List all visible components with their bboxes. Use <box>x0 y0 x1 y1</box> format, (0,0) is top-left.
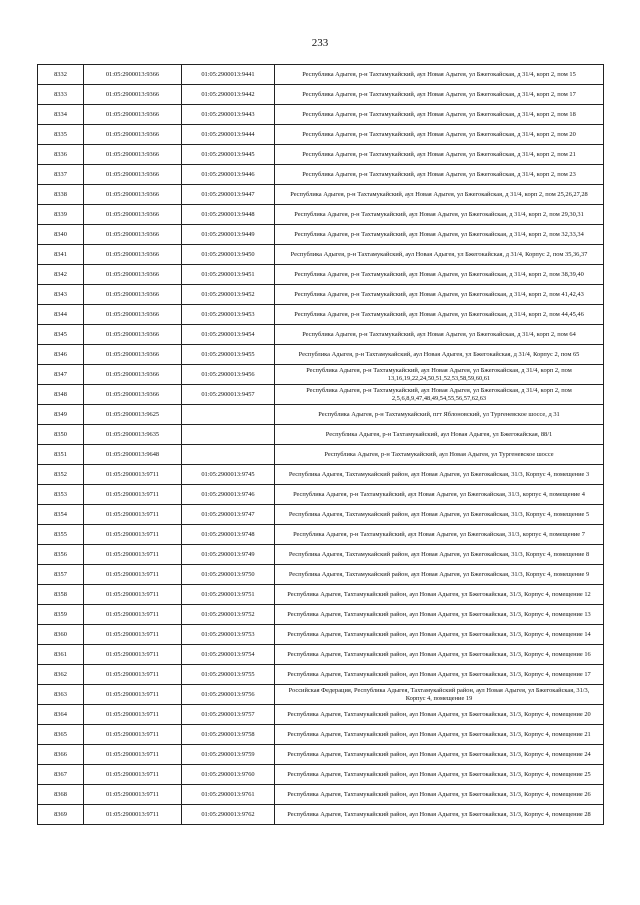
row-number-cell: 8366 <box>38 745 84 765</box>
address-cell: Республика Адыгея, р-н Тахтамукайский, аул Новая Адыгея, ул Бжегокайская, д 31/4, корп 2, пом 29,30,31 <box>275 205 604 225</box>
table-row <box>38 585 604 605</box>
cadastral-number-cell: 01:05:2900013:9448 <box>182 205 275 225</box>
address-cell: Республика Адыгея, р-н Тахтамукайский, аул Новая Адыгея, ул Бжегокайская, д 31/4, корп 2, пом 21 <box>275 145 604 165</box>
cadastral-number-cell: 01:05:2900013:9753 <box>182 625 275 645</box>
address-cell: Республика Адыгея, р-н Тахтамукайский, аул Новая Адыгея, ул Тургеневское шоссе <box>275 445 604 465</box>
table-row <box>38 805 604 825</box>
parent-cadastral-number-cell: 01:05:2900013:9366 <box>84 145 182 165</box>
parent-cadastral-number-cell: 01:05:2900013:9711 <box>84 785 182 805</box>
address-cell: Республика Адыгея, р-н Тахтамукайский, аул Новая Адыгея, ул Бжегокайская, д 31/4, корп 2, пом 18 <box>275 105 604 125</box>
address-cell: Республика Адыгея, Тахтамукайский район, аул Новая Адыгея, ул Бжегокайская, 31/3, Корпус 4, помещение 13 <box>275 605 604 625</box>
row-number-cell: 8349 <box>38 405 84 425</box>
registry-table <box>37 64 604 825</box>
parent-cadastral-number-cell: 01:05:2900013:9366 <box>84 105 182 125</box>
cadastral-number-cell: 01:05:2900013:9453 <box>182 305 275 325</box>
cadastral-number-cell: 01:05:2900013:9452 <box>182 285 275 305</box>
address-cell: Республика Адыгея, Тахтамукайский район, аул Новая Адыгея, ул Бжегокайская, 31/3, Корпус 4, помещение 8 <box>275 545 604 565</box>
address-cell: Республика Адыгея, Тахтамукайский район, аул Новая Адыгея, ул Бжегокайская, 31/3, Корпус 4, помещение 14 <box>275 625 604 645</box>
table-row <box>38 725 604 745</box>
parent-cadastral-number-cell: 01:05:2900013:9711 <box>84 805 182 825</box>
address-cell: Республика Адыгея, Тахтамукайский район, аул Новая Адыгея, ул Бжегокайская, 31/3, Корпус 4, помещение 5 <box>275 505 604 525</box>
address-cell: Республика Адыгея, р-н Тахтамукайский, аул Новая Адыгея, ул Бжегокайская, 31/3, корпус 4, помещение 7 <box>275 525 604 545</box>
table-row <box>38 665 604 685</box>
parent-cadastral-number-cell: 01:05:2900013:9711 <box>84 765 182 785</box>
parent-cadastral-number-cell: 01:05:2900013:9366 <box>84 365 182 385</box>
cadastral-number-cell: 01:05:2900013:9454 <box>182 325 275 345</box>
parent-cadastral-number-cell: 01:05:2900013:9711 <box>84 625 182 645</box>
cadastral-number-cell: 01:05:2900013:9450 <box>182 245 275 265</box>
address-cell: Республика Адыгея, р-н Тахтамукайский, аул Новая Адыгея, ул Бжегокайская, д 31/4, корп 2, пом 32,33,34 <box>275 225 604 245</box>
address-cell: Республика Адыгея, р-н Тахтамукайский, аул Новая Адыгея, ул Бжегокайская, д 31/4, корп 2, пом 44,45,46 <box>275 305 604 325</box>
table-row <box>38 745 604 765</box>
parent-cadastral-number-cell: 01:05:2900013:9711 <box>84 465 182 485</box>
cadastral-number-cell: 01:05:2900013:9746 <box>182 485 275 505</box>
parent-cadastral-number-cell: 01:05:2900013:9366 <box>84 165 182 185</box>
address-cell: Республика Адыгея, Тахтамукайский район, аул Новая Адыгея, ул Бжегокайская, 31/3, Корпус 4, помещение 21 <box>275 725 604 745</box>
address-cell: Республика Адыгея, р-н Тахтамукайский, аул Новая Адыгея, ул Бжегокайская, д 31/4, корп 2, пом 41,42,43 <box>275 285 604 305</box>
address-cell: Республика Адыгея, Тахтамукайский район, аул Новая Адыгея, ул Бжегокайская, 31/3, Корпус 4, помещение 20 <box>275 705 604 725</box>
cadastral-number-cell: 01:05:2900013:9749 <box>182 545 275 565</box>
parent-cadastral-number-cell: 01:05:2900013:9366 <box>84 185 182 205</box>
cadastral-number-cell: 01:05:2900013:9446 <box>182 165 275 185</box>
row-number-cell: 8367 <box>38 765 84 785</box>
table-row <box>38 765 604 785</box>
parent-cadastral-number-cell: 01:05:2900013:9366 <box>84 125 182 145</box>
address-cell: Республика Адыгея, Тахтамукайский район, аул Новая Адыгея, ул Бжегокайская, 31/3, Корпус 4, помещение 9 <box>275 565 604 585</box>
address-cell: Республика Адыгея, р-н Тахтамукайский, аул Новая Адыгея, ул Бжегокайская, д 31/4, корп 2, пом 13,16,19,22,24,50,51,52,53,58,59,60,61 <box>275 365 604 385</box>
table-row <box>38 145 604 165</box>
row-number-cell: 8354 <box>38 505 84 525</box>
address-cell: Республика Адыгея, р-н Тахтамукайский, аул Новая Адыгея, ул Бжегокайская, д 31/4, корп 2, пом 2,5,6,8,9,47,48,49,54,55,56,57,62,63 <box>275 385 604 405</box>
address-cell: Республика Адыгея, Тахтамукайский район, аул Новая Адыгея, ул Бжегокайская, 31/3, Корпус 4, помещение 12 <box>275 585 604 605</box>
cadastral-number-cell: 01:05:2900013:9759 <box>182 745 275 765</box>
row-number-cell: 8350 <box>38 425 84 445</box>
parent-cadastral-number-cell: 01:05:2900013:9711 <box>84 565 182 585</box>
row-number-cell: 8348 <box>38 385 84 405</box>
row-number-cell: 8357 <box>38 565 84 585</box>
table-row <box>38 185 604 205</box>
row-number-cell: 8362 <box>38 665 84 685</box>
table-row <box>38 425 604 445</box>
address-cell: Республика Адыгея, Тахтамукайский район, аул Новая Адыгея, ул Бжегокайская, 31/3, Корпус 4, помещение 26 <box>275 785 604 805</box>
cadastral-number-cell: 01:05:2900013:9751 <box>182 585 275 605</box>
address-cell: Республика Адыгея, р-н Тахтамукайский, пгт Яблоновский, ул Тургеневское шоссе, д 31 <box>275 405 604 425</box>
table-row <box>38 505 604 525</box>
cadastral-number-cell: 01:05:2900013:9455 <box>182 345 275 365</box>
address-cell: Республика Адыгея, р-н Тахтамукайский, аул Новая Адыгея, ул Бжегокайская, д 31/4, корп 2, пом 20 <box>275 125 604 145</box>
parent-cadastral-number-cell: 01:05:2900013:9366 <box>84 325 182 345</box>
cadastral-number-cell: 01:05:2900013:9443 <box>182 105 275 125</box>
row-number-cell: 8365 <box>38 725 84 745</box>
table-row <box>38 785 604 805</box>
table-row <box>38 125 604 145</box>
row-number-cell: 8359 <box>38 605 84 625</box>
row-number-cell: 8336 <box>38 145 84 165</box>
address-cell: Республика Адыгея, Тахтамукайский район, аул Новая Адыгея, ул Бжегокайская, 31/3, Корпус 4, помещение 24 <box>275 745 604 765</box>
table-row <box>38 645 604 665</box>
parent-cadastral-number-cell: 01:05:2900013:9366 <box>84 205 182 225</box>
cadastral-number-cell: 01:05:2900013:9457 <box>182 385 275 405</box>
row-number-cell: 8339 <box>38 205 84 225</box>
parent-cadastral-number-cell: 01:05:2900013:9366 <box>84 305 182 325</box>
row-number-cell: 8356 <box>38 545 84 565</box>
table-row <box>38 325 604 345</box>
cadastral-number-cell: 01:05:2900013:9758 <box>182 725 275 745</box>
table-row <box>38 685 604 705</box>
cadastral-number-cell: 01:05:2900013:9745 <box>182 465 275 485</box>
parent-cadastral-number-cell: 01:05:2900013:9711 <box>84 605 182 625</box>
address-cell: Республика Адыгея, р-н Тахтамукайский, аул Новая Адыгея, ул Бжегокайская, д 31/4, корп 2, пом 25,26,27,28 <box>275 185 604 205</box>
address-cell: Республика Адыгея, Тахтамукайский район, аул Новая Адыгея, ул Бжегокайская, 31/3, Корпус 4, помещение 28 <box>275 805 604 825</box>
table-row <box>38 405 604 425</box>
cadastral-number-cell <box>182 425 275 445</box>
table-row <box>38 105 604 125</box>
cadastral-number-cell: 01:05:2900013:9442 <box>182 85 275 105</box>
cadastral-number-cell: 01:05:2900013:9444 <box>182 125 275 145</box>
registry-table-body <box>38 65 604 825</box>
row-number-cell: 8355 <box>38 525 84 545</box>
address-cell: Республика Адыгея, Тахтамукайский район, аул Новая Адыгея, ул Бжегокайская, 31/3, Корпус 4, помещение 3 <box>275 465 604 485</box>
address-cell: Республика Адыгея, Тахтамукайский район, аул Новая Адыгея, ул Бжегокайская, 31/3, Корпус 4, помещение 17 <box>275 665 604 685</box>
parent-cadastral-number-cell: 01:05:2900013:9711 <box>84 745 182 765</box>
table-row <box>38 345 604 365</box>
address-cell: Республика Адыгея, р-н Тахтамукайский, аул Новая Адыгея, ул Бжегокайская, д 31/4, корп 2, пом 38,39,40 <box>275 265 604 285</box>
parent-cadastral-number-cell: 01:05:2900013:9711 <box>84 705 182 725</box>
row-number-cell: 8342 <box>38 265 84 285</box>
row-number-cell: 8341 <box>38 245 84 265</box>
table-row <box>38 545 604 565</box>
parent-cadastral-number-cell: 01:05:2900013:9711 <box>84 545 182 565</box>
row-number-cell: 8352 <box>38 465 84 485</box>
parent-cadastral-number-cell: 01:05:2900013:9625 <box>84 405 182 425</box>
parent-cadastral-number-cell: 01:05:2900013:9366 <box>84 85 182 105</box>
cadastral-number-cell: 01:05:2900013:9449 <box>182 225 275 245</box>
parent-cadastral-number-cell: 01:05:2900013:9648 <box>84 445 182 465</box>
parent-cadastral-number-cell: 01:05:2900013:9366 <box>84 225 182 245</box>
cadastral-number-cell: 01:05:2900013:9447 <box>182 185 275 205</box>
parent-cadastral-number-cell: 01:05:2900013:9711 <box>84 525 182 545</box>
table-row <box>38 445 604 465</box>
address-cell: Республика Адыгея, р-н Тахтамукайский, аул Новая Адыгея, ул Бжегокайская, д 31/4, Корпус 2, пом 35,36,37 <box>275 245 604 265</box>
address-cell: Республика Адыгея, р-н Тахтамукайский, аул Новая Адыгея, ул Бжегокайская, д 31/4, Корпус 2, пом 65 <box>275 345 604 365</box>
row-number-cell: 8345 <box>38 325 84 345</box>
row-number-cell: 8338 <box>38 185 84 205</box>
cadastral-number-cell: 01:05:2900013:9756 <box>182 685 275 705</box>
table-row <box>38 485 604 505</box>
cadastral-number-cell: 01:05:2900013:9762 <box>182 805 275 825</box>
cadastral-number-cell: 01:05:2900013:9755 <box>182 665 275 685</box>
table-row <box>38 245 604 265</box>
cadastral-number-cell: 01:05:2900013:9747 <box>182 505 275 525</box>
parent-cadastral-number-cell: 01:05:2900013:9366 <box>84 65 182 85</box>
row-number-cell: 8343 <box>38 285 84 305</box>
address-cell: Республика Адыгея, р-н Тахтамукайский, аул Новая Адыгея, ул Бжегокайская, д 31/4, корп 2, пом 15 <box>275 65 604 85</box>
parent-cadastral-number-cell: 01:05:2900013:9711 <box>84 485 182 505</box>
parent-cadastral-number-cell: 01:05:2900013:9366 <box>84 265 182 285</box>
address-cell: Российская Федерация, Республика Адыгея, Тахтамукайский район, аул Новая Адыгея, ул Бжегокайская, 31/3, Корпус 4, помещение 19 <box>275 685 604 705</box>
cadastral-number-cell: 01:05:2900013:9456 <box>182 365 275 385</box>
table-row <box>38 605 604 625</box>
address-cell: Республика Адыгея, р-н Тахтамукайский, аул Новая Адыгея, ул Бжегокайская, 88/1 <box>275 425 604 445</box>
table-row <box>38 625 604 645</box>
table-row <box>38 85 604 105</box>
cadastral-number-cell <box>182 405 275 425</box>
table-row <box>38 205 604 225</box>
table-row <box>38 365 604 385</box>
cadastral-number-cell: 01:05:2900013:9451 <box>182 265 275 285</box>
table-row <box>38 65 604 85</box>
row-number-cell: 8337 <box>38 165 84 185</box>
row-number-cell: 8368 <box>38 785 84 805</box>
table-row <box>38 305 604 325</box>
parent-cadastral-number-cell: 01:05:2900013:9711 <box>84 665 182 685</box>
row-number-cell: 8353 <box>38 485 84 505</box>
parent-cadastral-number-cell: 01:05:2900013:9366 <box>84 345 182 365</box>
table-row <box>38 285 604 305</box>
row-number-cell: 8340 <box>38 225 84 245</box>
cadastral-number-cell: 01:05:2900013:9752 <box>182 605 275 625</box>
row-number-cell: 8332 <box>38 65 84 85</box>
row-number-cell: 8361 <box>38 645 84 665</box>
parent-cadastral-number-cell: 01:05:2900013:9711 <box>84 725 182 745</box>
table-row <box>38 385 604 405</box>
table-row <box>38 525 604 545</box>
row-number-cell: 8347 <box>38 365 84 385</box>
row-number-cell: 8335 <box>38 125 84 145</box>
address-cell: Республика Адыгея, р-н Тахтамукайский, аул Новая Адыгея, ул Бжегокайская, д 31/4, корп 2, пом 23 <box>275 165 604 185</box>
parent-cadastral-number-cell: 01:05:2900013:9366 <box>84 245 182 265</box>
table-row <box>38 225 604 245</box>
table-row <box>38 705 604 725</box>
row-number-cell: 8363 <box>38 685 84 705</box>
table-row <box>38 165 604 185</box>
parent-cadastral-number-cell: 01:05:2900013:9711 <box>84 585 182 605</box>
row-number-cell: 8334 <box>38 105 84 125</box>
page-number: 233 <box>311 37 329 49</box>
cadastral-number-cell: 01:05:2900013:9757 <box>182 705 275 725</box>
parent-cadastral-number-cell: 01:05:2900013:9711 <box>84 685 182 705</box>
row-number-cell: 8360 <box>38 625 84 645</box>
address-cell: Республика Адыгея, р-н Тахтамукайский, аул Новая Адыгея, ул Бжегокайская, д 31/4, корп 2, пом 64 <box>275 325 604 345</box>
parent-cadastral-number-cell: 01:05:2900013:9635 <box>84 425 182 445</box>
row-number-cell: 8369 <box>38 805 84 825</box>
parent-cadastral-number-cell: 01:05:2900013:9366 <box>84 285 182 305</box>
parent-cadastral-number-cell: 01:05:2900013:9366 <box>84 385 182 405</box>
parent-cadastral-number-cell: 01:05:2900013:9711 <box>84 645 182 665</box>
parent-cadastral-number-cell: 01:05:2900013:9711 <box>84 505 182 525</box>
cadastral-number-cell: 01:05:2900013:9754 <box>182 645 275 665</box>
cadastral-number-cell <box>182 445 275 465</box>
cadastral-number-cell: 01:05:2900013:9445 <box>182 145 275 165</box>
address-cell: Республика Адыгея, Тахтамукайский район, аул Новая Адыгея, ул Бжегокайская, 31/3, Корпус 4, помещение 16 <box>275 645 604 665</box>
row-number-cell: 8346 <box>38 345 84 365</box>
row-number-cell: 8358 <box>38 585 84 605</box>
cadastral-number-cell: 01:05:2900013:9761 <box>182 785 275 805</box>
address-cell: Республика Адыгея, р-н Тахтамукайский, аул Новая Адыгея, ул Бжегокайская, 31/3, корпус 4, помещение 4 <box>275 485 604 505</box>
row-number-cell: 8333 <box>38 85 84 105</box>
row-number-cell: 8344 <box>38 305 84 325</box>
table-row <box>38 465 604 485</box>
row-number-cell: 8351 <box>38 445 84 465</box>
table-row <box>38 265 604 285</box>
table-row <box>38 565 604 585</box>
cadastral-number-cell: 01:05:2900013:9750 <box>182 565 275 585</box>
cadastral-number-cell: 01:05:2900013:9760 <box>182 765 275 785</box>
cadastral-number-cell: 01:05:2900013:9748 <box>182 525 275 545</box>
address-cell: Республика Адыгея, р-н Тахтамукайский, аул Новая Адыгея, ул Бжегокайская, д 31/4, корп 2, пом 17 <box>275 85 604 105</box>
address-cell: Республика Адыгея, Тахтамукайский район, аул Новая Адыгея, ул Бжегокайская, 31/3, Корпус 4, помещение 25 <box>275 765 604 785</box>
row-number-cell: 8364 <box>38 705 84 725</box>
cadastral-number-cell: 01:05:2900013:9441 <box>182 65 275 85</box>
